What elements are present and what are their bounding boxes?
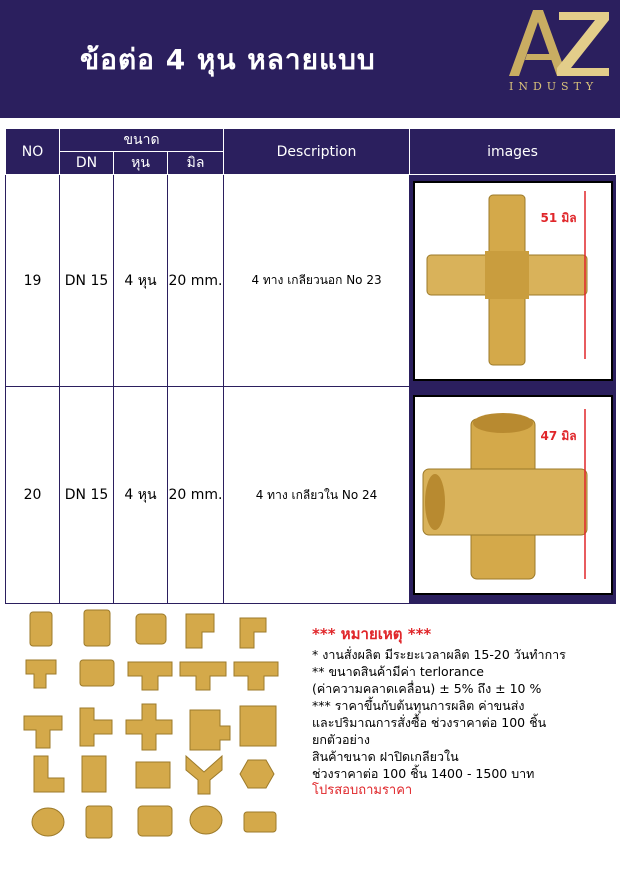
notes-line: ยกตัวอย่าง	[312, 732, 370, 747]
product-table	[5, 128, 615, 593]
az-logo-icon	[505, 6, 615, 86]
row-no: 19	[6, 175, 60, 387]
header-dn: DN	[60, 152, 114, 175]
dimension-label: 51 มิล	[540, 210, 577, 225]
row-description: 4 ทาง เกลียวนอก No 23	[224, 175, 410, 387]
header-images: images	[410, 129, 616, 175]
page-title: ข้อต่อ 4 หุน หลายแบบ	[80, 43, 376, 76]
table-row	[6, 175, 616, 387]
notes-line: สินค้าขนาด ฝาปิดเกลียวใน	[312, 749, 459, 764]
header-no: NO	[6, 129, 60, 175]
row-hun: 4 หุน	[114, 387, 168, 604]
dimension-label: 47 มิล	[540, 429, 577, 443]
cross-fitting-male-image	[413, 181, 613, 381]
notes-line: และปริมาณการสั่งซื้อ ช่วงราคาต่อ 100 ชิ้น	[312, 715, 547, 730]
row-no: 20	[6, 387, 60, 604]
row-description: 4 ทาง เกลียวใน No 24	[224, 387, 410, 604]
notes-line: ** ขนาดสินค้ามีค่า terlorance	[312, 664, 484, 679]
row-mil: 20 mm.	[168, 175, 224, 387]
cross-fitting-female-image	[413, 395, 613, 595]
header-size: ขนาด	[60, 129, 224, 152]
header-hun: หุน	[114, 152, 168, 175]
row-image-cell	[410, 175, 616, 387]
contact-text: โปรสอบถามราคา	[312, 783, 413, 798]
table-row	[6, 387, 616, 604]
header-mil: มิล	[168, 152, 224, 175]
header-description: Description	[224, 129, 410, 175]
brass-fittings-icon	[18, 604, 288, 844]
row-dn: DN 15	[60, 175, 114, 387]
notes-line: ช่วงราคาต่อ 100 ชิ้น 1400 - 1500 บาท	[312, 766, 535, 781]
row-image-cell	[410, 387, 616, 604]
notes-heading: *** หมายเหตุ ***	[312, 625, 432, 643]
notes-line: *** ราคาขึ้นกับต้นทุนการผลิต ค่าขนส่ง	[312, 698, 525, 713]
logo-subtitle: INDUSTY	[509, 80, 599, 93]
row-dn: DN 15	[60, 387, 114, 604]
row-mil: 20 mm.	[168, 387, 224, 604]
notes-section	[312, 626, 612, 799]
fittings-collage	[18, 604, 288, 844]
az-logo	[505, 6, 615, 102]
notes-line: (ค่าความคลาดเคลื่อน) ± 5% ถึง ± 10 %	[312, 681, 542, 696]
row-hun: 4 หุน	[114, 175, 168, 387]
notes-line: * งานสั่งผลิต มีระยะเวลาผลิต 15-20 วันทำการ	[312, 647, 566, 662]
header-banner	[0, 0, 620, 118]
